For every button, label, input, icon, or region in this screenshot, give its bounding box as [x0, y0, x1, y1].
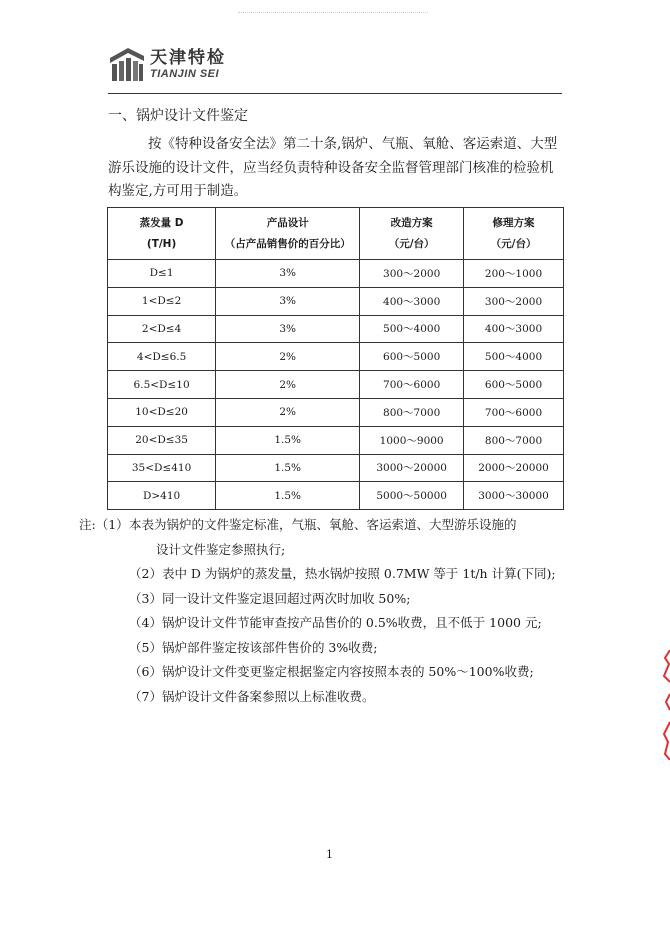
- cell-modification-fee: 5000～50000: [360, 482, 464, 510]
- cell-modification-fee: 1000～9000: [360, 426, 464, 454]
- note-item: [79, 587, 569, 612]
- cell-repair-fee: 3000～30000: [464, 482, 564, 510]
- note-number: （2）: [129, 566, 162, 581]
- note-text: 同一设计文件鉴定退回超过两次时加收 50%;: [161, 590, 411, 606]
- note-number: （7）: [129, 688, 162, 704]
- cell-design-percent: 3%: [216, 287, 360, 315]
- table-row: [108, 398, 564, 426]
- logo-chinese-name: 天津特检: [150, 48, 226, 68]
- cell-modification-fee: 800～7000: [360, 398, 464, 426]
- note-continuation: 设计文件鉴定参照执行;: [156, 541, 286, 557]
- header-divider: [108, 93, 562, 94]
- notes-section: [79, 513, 569, 709]
- cell-repair-fee: 400～3000: [464, 315, 564, 343]
- cell-evaporation: 1<D≤2: [108, 287, 216, 315]
- note-text: 锅炉部件鉴定按该部件售价的 3%收费;: [161, 639, 378, 655]
- table-row: [108, 260, 564, 288]
- cell-modification-fee: 3000～20000: [360, 454, 464, 482]
- note-text: 锅炉设计文件变更鉴定根据鉴定内容按照本表的 50%～100%收费;: [161, 664, 534, 679]
- note-number: （4）: [129, 615, 162, 630]
- note-number: （3）: [129, 590, 162, 606]
- cell-design-percent: 3%: [216, 315, 360, 343]
- cell-design-percent: 2%: [216, 398, 360, 426]
- note-text: 表中 D 为锅炉的蒸发量，热水锅炉按照 0.7MW 等于 1t/h 计算(下同);: [161, 566, 556, 581]
- cell-modification-fee: 400～3000: [360, 287, 464, 315]
- note-text: 锅炉设计文件节能审查按产品售价的 0.5%收费，且不低于 1000 元;: [161, 615, 542, 630]
- cell-repair-fee: 500～4000: [464, 343, 564, 371]
- cell-evaporation: 6.5<D≤10: [108, 371, 216, 399]
- scan-artifact: [238, 12, 428, 21]
- section-title: 一、锅炉设计文件鉴定: [108, 108, 248, 124]
- table-header-row: [108, 208, 564, 260]
- table-row: [108, 454, 564, 482]
- cell-design-percent: 1.5%: [216, 426, 360, 454]
- cell-repair-fee: 700～6000: [464, 398, 564, 426]
- note-number: （5）: [129, 639, 162, 655]
- header-product-design: 产品设计 （占产品销售价的百分比）: [216, 208, 360, 260]
- cell-repair-fee: 200～1000: [464, 260, 564, 288]
- table-row: [108, 315, 564, 343]
- company-logo: [108, 44, 226, 82]
- cell-design-percent: 2%: [216, 343, 360, 371]
- note-text: 本表为锅炉的文件鉴定标准，气瓶、氧舱、客运索道、大型游乐设施的: [129, 517, 517, 532]
- cell-modification-fee: 600～5000: [360, 343, 464, 371]
- intro-paragraph: 按《特种设备安全法》第二十条,锅炉、气瓶、氧舱、客运索道、大型游乐设施的设计文件，应当经负责特种设备安全监督管理部门核准的检验机构鉴定,方可用于制造。: [108, 136, 558, 199]
- note-text: 锅炉设计文件备案参照以上标准收费。: [161, 688, 375, 704]
- table-row: [108, 343, 564, 371]
- cell-modification-fee: 300～2000: [360, 260, 464, 288]
- note-item: [79, 562, 569, 587]
- stamp-edge-mark: [662, 650, 670, 760]
- note-item: [79, 660, 569, 685]
- cell-repair-fee: 600～5000: [464, 371, 564, 399]
- note-item: [79, 685, 569, 710]
- cell-evaporation: 20<D≤35: [108, 426, 216, 454]
- cell-evaporation: D≤1: [108, 260, 216, 288]
- note-number: （6）: [129, 664, 162, 679]
- header-evaporation: 蒸发量 D (T/H): [108, 208, 216, 260]
- cell-design-percent: 3%: [216, 260, 360, 288]
- table-row: [108, 426, 564, 454]
- header-repair-plan: 修理方案 （元/台）: [464, 208, 564, 260]
- cell-design-percent: 1.5%: [216, 482, 360, 510]
- cell-evaporation: 35<D≤410: [108, 454, 216, 482]
- note-number: （1）: [95, 517, 129, 532]
- cell-repair-fee: 800～7000: [464, 426, 564, 454]
- cell-evaporation: 2<D≤4: [108, 315, 216, 343]
- cell-evaporation: 4<D≤6.5: [108, 343, 216, 371]
- cell-evaporation: 10<D≤20: [108, 398, 216, 426]
- table-row: [108, 287, 564, 315]
- logo-english-name: TIANJIN SEI: [150, 68, 220, 80]
- notes-prefix: 注:: [79, 517, 96, 532]
- table-row: [108, 482, 564, 510]
- cell-modification-fee: 700～6000: [360, 371, 464, 399]
- page-number: 1: [326, 848, 333, 861]
- logo-icon: [108, 44, 146, 82]
- header-modification-plan: 改造方案 （元/台）: [360, 208, 464, 260]
- cell-repair-fee: 300～2000: [464, 287, 564, 315]
- table-row: [108, 371, 564, 399]
- cell-repair-fee: 2000～20000: [464, 454, 564, 482]
- cell-evaporation: D>410: [108, 482, 216, 510]
- fee-table: [107, 207, 564, 510]
- note-item: [79, 636, 569, 661]
- cell-modification-fee: 500～4000: [360, 315, 464, 343]
- note-item: [79, 611, 569, 636]
- note-item: [79, 513, 569, 538]
- cell-design-percent: 2%: [216, 371, 360, 399]
- cell-design-percent: 1.5%: [216, 454, 360, 482]
